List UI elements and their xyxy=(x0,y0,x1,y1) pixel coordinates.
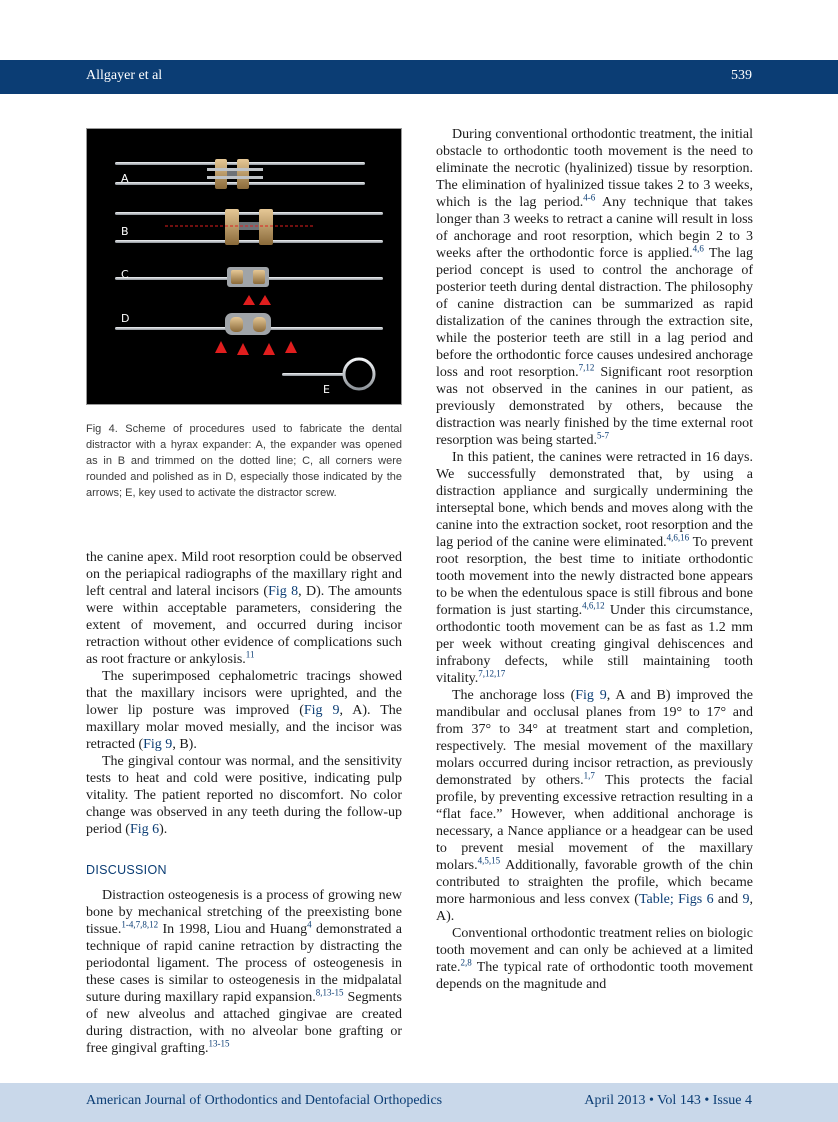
running-header xyxy=(0,60,838,94)
reference-link[interactable]: 7,12 xyxy=(578,362,595,373)
distractor-photo xyxy=(87,129,401,404)
label-c: C xyxy=(121,268,129,281)
paragraph: The anchorage loss (Fig 9, A and B) improved the mandibular and occlusal planes from 19° to 17° and from 37° to 34° at treatment start and completion, respectively. The mesial movement of the maxillary molars occurred during incisor retraction, as previously demonstrated by others.$^{1,7}$ This protects the facial profile, by preventing excessive retraction resulting in a “flat face.” However, when additional anchorage is necessary, a Nance appliance or a headgear can be used to prevent mesial movement of the maxillary molars.$^{4,5,15}$ Additionally, favorable growth of the chin contributed to straighten the profile, which became more harmonious and less convex (Table; Figs 6 and 9, A). xyxy=(436,688,753,924)
paragraph: Conventional orthodontic treatment relies on biologic tooth movement and can only be achieved at a limited rate.$^{2,8}$ The typical rate of orthodontic tooth movement depends on the magnitude and xyxy=(436,926,753,992)
figure-link[interactable]: 9 xyxy=(742,892,750,907)
reference-link[interactable]: 4,6 xyxy=(692,243,704,254)
reference-link[interactable]: 4,6,16 xyxy=(666,532,690,543)
reference-link[interactable]: 4 xyxy=(307,919,312,930)
figure-link[interactable]: Fig 6 xyxy=(129,822,160,837)
reference-link[interactable]: 4,6,12 xyxy=(582,600,605,611)
reference-link[interactable]: 2,8 xyxy=(460,957,472,968)
reference-link[interactable]: 4-6 xyxy=(583,192,596,203)
figure-link[interactable]: Fig 9 xyxy=(143,737,173,752)
paragraph: The superimposed cephalometric tracings showed that the maxillary incisors were uprighted, and the lower lip posture was improved (Fig 9, A). The maxillary molar moved mesially, and the incisor was retracted (Fig 9, B). xyxy=(86,669,402,752)
paragraph: Distraction osteogenesis is a process of growing new bone by mechanical stretching of the preexisting bone tissue.$^{1-4,7,8,12}$ In 1998, Liou and Huang$^4$ demonstrated a technique of rapid canine retraction by distracting the periodontal ligament. The process of osteogenesis in these cases is similar to osteogenesis in the midpalatal suture during maxillary rapid expansion.$^{8,13-15}$ Segments of new alveolus and attached gingivae are created during distraction, with no alveolar bone grafting or free gingival grafting.$^{13-15}$ xyxy=(86,888,402,1056)
paragraph: During conventional orthodontic treatment, the initial obstacle to orthodontic tooth movement is the need to eliminate the necrotic (hyalinized) tissue by resorption. The elimination of hyalinized tissue takes 2 to 3 weeks, which is the lag period.$^{4-6}$ Any technique that takes longer than 3 weeks to retract a canine will result in loss of anchorage and root resorption, which begin 2 to 3 weeks after the orthodontic force is applied.$^{4,6}$ The lag period concept is used to control the anchorage of posterior teeth during dental distraction. The philosophy of canine distraction can be summarized as rapid distalization of the canines through the extraction site, while the posterior teeth are still in a lag period and before the orthodontic force causes undesired anchorage loss and root resorption.$^{7,12}$ Significant root resorption was not observed in the canines in our patient, as previously demonstrated by others, because the distraction was nearly finished by the time external root resorption was being started.$^{5-7}$ xyxy=(436,127,753,448)
label-a: A xyxy=(121,172,129,185)
section-heading-discussion: DISCUSSION xyxy=(86,863,167,877)
label-d: D xyxy=(121,312,130,325)
reference-link[interactable]: 13-15 xyxy=(208,1038,230,1049)
reference-link[interactable]: 5-7 xyxy=(596,430,609,441)
reference-link[interactable]: 7,12,17 xyxy=(478,668,506,679)
footer-journal-title: American Journal of Orthodontics and Dentofacial Orthopedics xyxy=(86,1093,443,1108)
paragraph: the canine apex. Mild root resorption could be observed on the periapical radiographs of the maxillary right and left central and lateral incisors (Fig 8, D). The amounts were within acceptable parameters, considering the extent of movement, and occurred during incisor retraction without other evidence of complications such as root fracture or ankylosis.$^{11}$ xyxy=(86,550,402,667)
label-e: E xyxy=(323,383,330,396)
header-page-number: 539 xyxy=(731,68,752,83)
reference-link[interactable]: 1,7 xyxy=(583,770,595,781)
left-column xyxy=(86,549,402,1057)
footer-issue-info: April 2013 • Vol 143 • Issue 4 xyxy=(584,1093,752,1108)
paragraph: The gingival contour was normal, and the sensitivity tests to heat and cold were positive, indicating pulp vitality. The patient reported no discomfort. No color change was observed in any teeth during the follow-up period (Fig 6). xyxy=(86,754,402,837)
reference-link[interactable]: 8,13-15 xyxy=(315,987,344,998)
figure-caption: Fig 4. Scheme of procedures used to fabricate the dental distractor with a hyrax expander: A, the expander was opened as in B and trimmed on the dotted line; C, all corners were rounded and polished as in D, especially those indicated by the arrows; E, key used to activate the distractor screw. xyxy=(86,423,402,499)
label-b: B xyxy=(121,225,129,238)
right-column xyxy=(436,126,753,993)
figure-4 xyxy=(86,128,402,405)
running-footer xyxy=(0,1083,838,1122)
figure-link[interactable]: Fig 8 xyxy=(268,584,299,599)
figure-link[interactable]: Figs 6 xyxy=(678,892,714,907)
figure-link[interactable]: Fig 9 xyxy=(575,688,607,703)
table-link[interactable]: Table xyxy=(638,892,670,907)
reference-link[interactable]: 4,5,15 xyxy=(477,855,501,866)
figure-link[interactable]: Fig 9 xyxy=(303,703,340,718)
reference-link[interactable]: 1-4,7,8,12 xyxy=(121,919,159,930)
header-author: Allgayer et al xyxy=(86,68,163,83)
paragraph: In this patient, the canines were retracted in 16 days. We successfully demonstrated that, by using a distraction appliance and surgically undermining the interseptal bone, which bends and moves along with the canine into the extraction socket, root resorption and the lag period of the canine were eliminated.$^{4,6,16}$ To prevent root resorption, the best time to initiate orthodontic tooth movement into the newly distracted bone appears to be when the edentulous space is still fibrous and bone formation is just starting.$^{4,6,12}$ Under this circumstance, orthodontic tooth movement can be as fast as 1.2 mm per week without creating gingival dehiscences and infrabony defects, while still maintaining tooth vitality.$^{7,12,17}$ xyxy=(436,450,754,686)
reference-link[interactable]: 11 xyxy=(245,649,255,660)
